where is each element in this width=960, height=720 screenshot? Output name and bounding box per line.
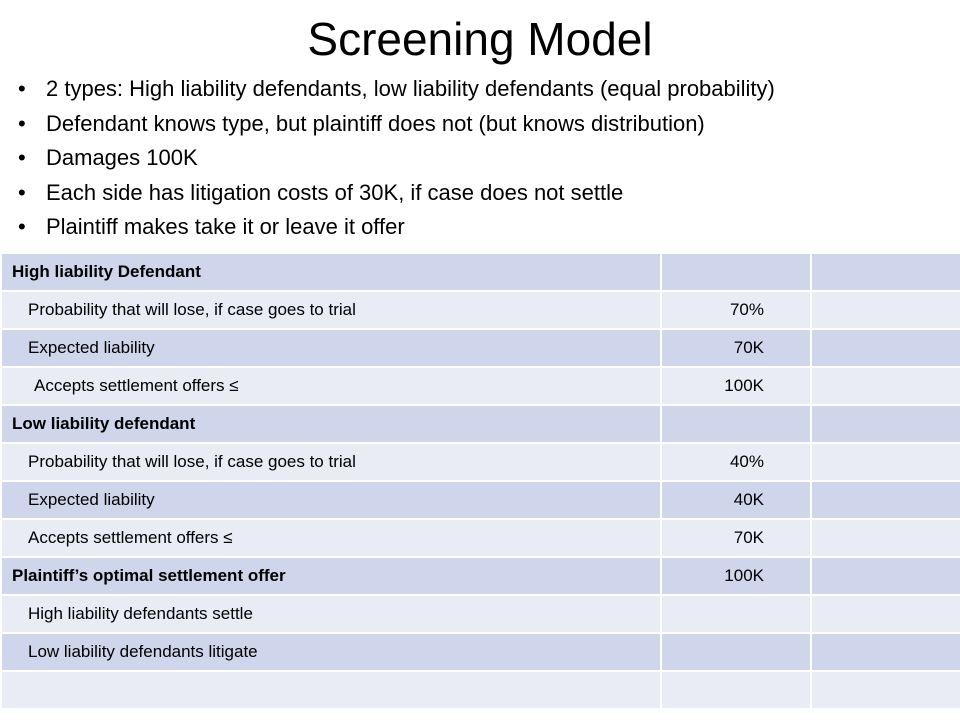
bullet-icon: • [18, 214, 26, 239]
row-label: Expected liability [1, 481, 661, 519]
row-label: Plaintiff’s optimal settlement offer [1, 557, 661, 595]
row-value [661, 671, 811, 709]
row-extra [811, 481, 960, 519]
row-label: Accepts settlement offers ≤ [1, 519, 661, 557]
table-row [1, 367, 960, 405]
table-row [1, 405, 960, 443]
row-value: 70K [661, 329, 811, 367]
slide-title: Screening Model [307, 13, 653, 65]
table-row [1, 519, 960, 557]
row-extra [811, 367, 960, 405]
row-extra [811, 253, 960, 291]
row-value: 70% [661, 291, 811, 329]
bullet-item [14, 176, 958, 211]
row-extra [811, 329, 960, 367]
table-row [1, 443, 960, 481]
bullet-text: 2 types: High liability defendants, low liability defendants (equal probability) [46, 76, 775, 101]
row-label: Probability that will lose, if case goes to trial [1, 291, 661, 329]
row-extra [811, 291, 960, 329]
row-extra [811, 557, 960, 595]
bullet-text: Each side has litigation costs of 30K, if case does not settle [46, 179, 624, 205]
row-extra [811, 633, 960, 671]
bullet-list [14, 72, 958, 245]
row-value: 70K [661, 519, 811, 557]
row-label: High liability defendants settle [1, 595, 661, 633]
row-extra [811, 443, 960, 481]
row-label: Probability that will lose, if case goes to trial [1, 443, 661, 481]
row-extra [811, 671, 960, 709]
bullet-item [14, 107, 958, 142]
row-value: 100K [661, 367, 811, 405]
table-row [1, 253, 960, 291]
bullet-icon: • [18, 145, 26, 170]
row-value [661, 595, 811, 633]
row-label: Expected liability [1, 329, 661, 367]
bullet-icon: • [18, 76, 26, 101]
table-row [1, 481, 960, 519]
bullet-text: Plaintiff makes take it or leave it offer [46, 214, 405, 239]
table-row [1, 329, 960, 367]
row-extra [811, 519, 960, 557]
row-extra [811, 595, 960, 633]
bullet-item [14, 141, 958, 176]
row-value [661, 633, 811, 671]
row-label: Accepts settlement offers ≤ [1, 367, 661, 405]
table-row [1, 595, 960, 633]
row-extra [811, 405, 960, 443]
bullet-item [14, 210, 958, 245]
bullet-item [14, 72, 958, 107]
row-label: Low liability defendants litigate [1, 633, 661, 671]
bullet-icon: • [18, 179, 26, 205]
table-row [1, 557, 960, 595]
bullet-text: Defendant knows type, but plaintiff does not (but knows distribution) [46, 110, 705, 136]
row-value: 40% [661, 443, 811, 481]
table-row [1, 671, 960, 709]
row-value: 100K [661, 557, 811, 595]
table-row [1, 633, 960, 671]
liability-table [0, 252, 960, 710]
row-value [661, 253, 811, 291]
row-label: High liability Defendant [1, 253, 661, 291]
row-value [661, 405, 811, 443]
row-value: 40K [661, 481, 811, 519]
bullet-icon: • [18, 110, 26, 136]
bullet-text: Damages 100K [46, 145, 198, 170]
row-label: Low liability defendant [1, 405, 661, 443]
table-row [1, 291, 960, 329]
row-label [1, 671, 661, 709]
